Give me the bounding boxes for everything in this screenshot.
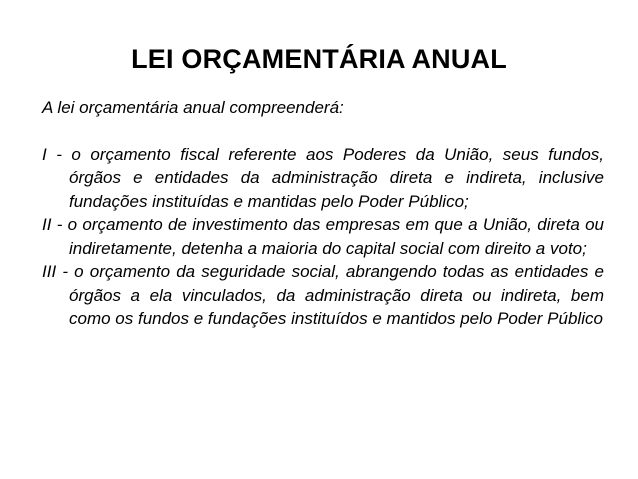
slide-title: LEI ORÇAMENTÁRIA ANUAL xyxy=(131,44,507,74)
list-item-iii: III - o orçamento da seguridade social, abrangendo todas as entidades e órgãos a ela vinculados, da administração direta ou indireta, bem como os fundos e fundações instituídos e mantidos pelo Poder Público xyxy=(42,262,604,328)
list-item-i: I - o orçamento fiscal referente aos Poderes da União, seus fundos, órgãos e entidades da administração direta e indireta, inclusive fundações instituídas e mantidas pelo Poder Público; xyxy=(42,144,604,211)
slide-body xyxy=(42,96,604,331)
intro-text: A lei orçamentária anual compreenderá: xyxy=(42,98,344,117)
list-item-ii: II - o orçamento de investimento das empresas em que a União, direta ou indiretamente, detenha a maioria do capital social com direito a voto; xyxy=(42,215,604,258)
